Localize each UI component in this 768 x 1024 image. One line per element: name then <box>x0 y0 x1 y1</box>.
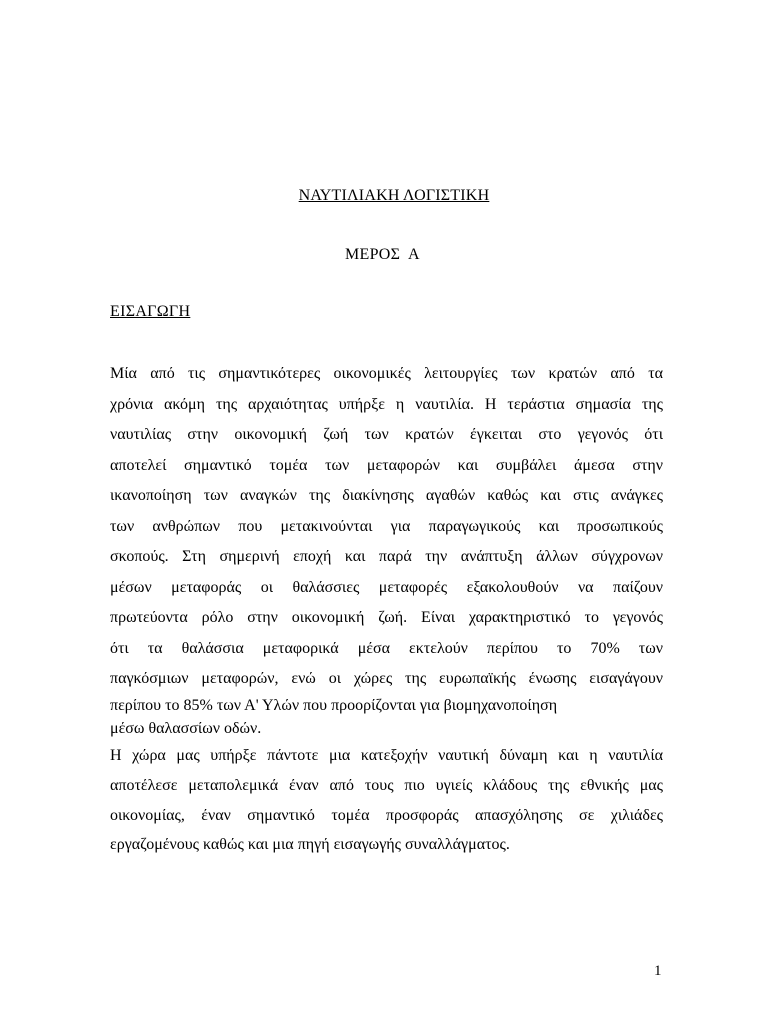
paragraph-line: οικονομίας, έναν σημαντικό τομέα προσφοράς απασχόλησης σε χιλιάδες <box>110 807 663 824</box>
paragraph-line: ικανοποίηση των αναγκών της διακίνησης αγαθών καθώς και στις ανάγκες <box>110 487 663 504</box>
paragraph-line: παγκόσμιων μεταφορών, ενώ οι χώρες της ευρωπαϊκής ένωσης εισαγάγουν <box>110 670 663 687</box>
paragraph-line: πρωτεύοντα ρόλο στην οικονομική ζωή. Είναι χαρακτηριστικό το γεγονός <box>110 609 663 626</box>
paragraph-line: σκοπούς. Στη σημερινή εποχή και παρά την ανάπτυξη άλλων σύγχρονων <box>110 548 663 565</box>
page-number: 1 <box>654 963 662 979</box>
paragraph-line: Η χώρα μας υπήρξε πάντοτε μια κατεξοχήν ναυτική δύναμη και η ναυτιλία <box>110 747 663 764</box>
paragraph-line: εργαζομένους καθώς και μια πηγή εισαγωγής συναλλάγματος. <box>110 836 510 853</box>
paragraph-line: μέσω θαλασσίων οδών. <box>110 720 262 737</box>
paragraph-line: των ανθρώπων που μετακινούνται για παραγωγικούς και προσωπικούς <box>110 518 663 535</box>
paragraph-line: περίπου το 85% των Α' Υλών που προορίζονται για βιομηχανοποίηση <box>110 697 558 714</box>
paragraph-line: ότι τα θαλάσσια μεταφορικά μέσα εκτελούν περίπου το 70% των <box>110 640 663 657</box>
paragraph-line: μέσων μεταφοράς οι θαλάσσιες μεταφορές εξακολουθούν να παίζουν <box>110 579 663 596</box>
paragraph-line: αποτελεί σημαντικό τομέα των μεταφορών και συμβάλει άμεσα στην <box>110 457 663 474</box>
paragraph-line: ναυτιλίας στην οικονομική ζωή των κρατών έγκειται στο γεγονός ότι <box>110 426 663 443</box>
document-title: ΝΑΥΤΙΛΙΑΚΗ ΛΟΓΙΣΤΙΚΗ <box>298 187 490 204</box>
section-heading: ΕΙΣΑΓΩΓΗ <box>110 303 191 320</box>
paragraph-line: Μία από τις σημαντικότερες οικονομικές λειτουργίες των κρατών από τα <box>110 365 663 382</box>
part-heading: ΜΕΡΟΣ Α <box>345 246 420 263</box>
paragraph-line: αποτέλεσε μεταπολεμικά έναν από τους πιο υγιείς κλάδους της εθνικής μας <box>110 777 663 794</box>
paragraph-line: χρόνια ακόμη της αρχαιότητας υπήρξε η ναυτιλία. Η τεράστια σημασία της <box>110 396 663 413</box>
